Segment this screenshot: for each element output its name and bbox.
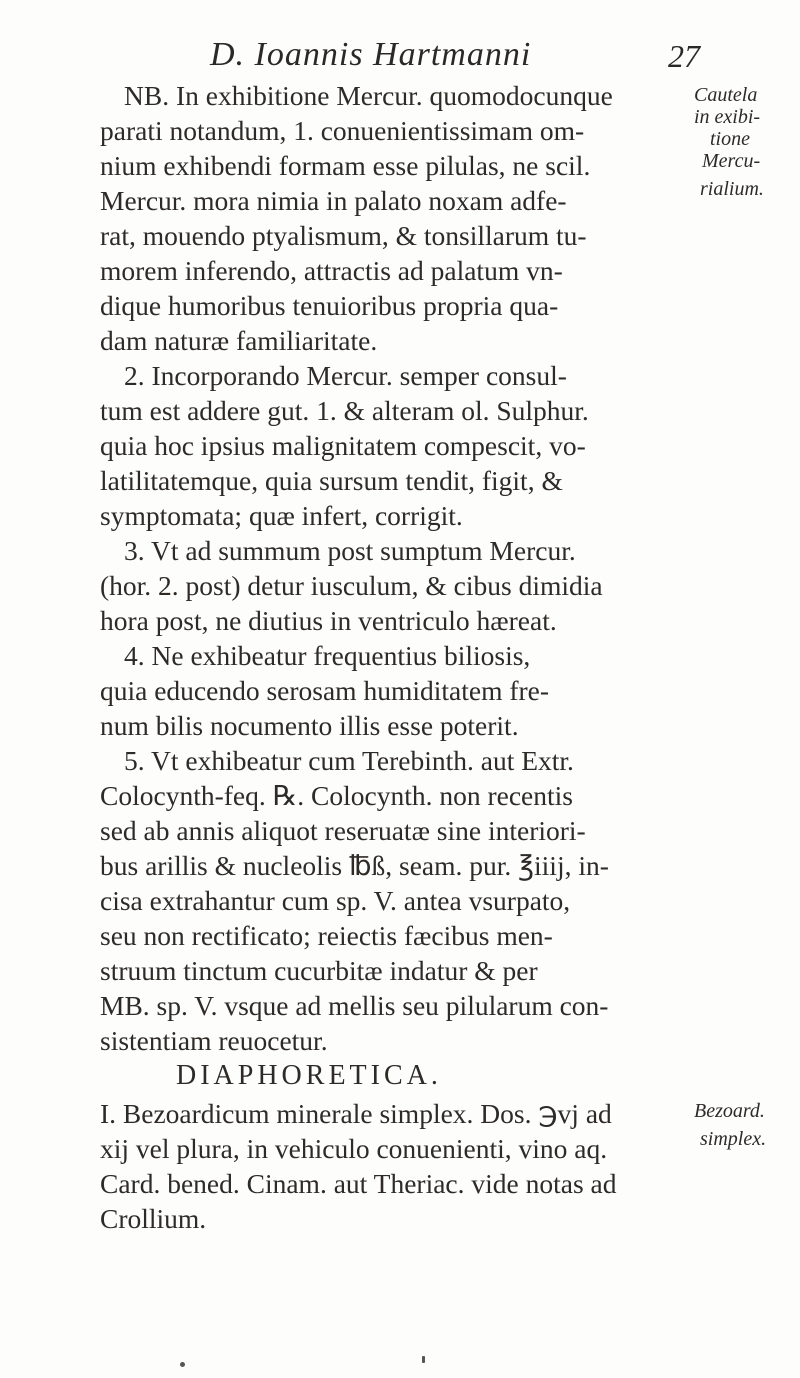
text-line: quia hoc ipsius malignitatem compescit, vo- [100,430,586,461]
text-line: bus arillis & nucleolis ℔ß, seam. pur. ℥iiij, in- [100,850,609,881]
text-line: dique humoribus tenuioribus propria qua- [100,290,559,321]
text-line: sed ab annis aliquot reseruatæ sine interiori- [100,815,586,846]
text-line: parati notandum, 1. conuenientissimam om- [100,115,585,146]
text-line: NB. In exhibitione Mercur. quomodocunque [124,80,613,111]
text-line: cisa extrahantur cum sp. V. antea vsurpato, [100,885,571,916]
text-line: dam naturæ familiaritate. [100,325,378,356]
ink-speck [422,1356,425,1363]
margin-note-line: Bezoard. [694,1100,765,1122]
text-line: symptomata; quæ infert, corrigit. [100,500,463,531]
text-line: Card. bened. Cinam. aut Theriac. vide notas ad [100,1168,617,1199]
text-line: Colocynth-feq. ℞. Colocynth. non recentis [100,780,573,811]
text-line: quia educendo serosam humiditatem fre- [100,675,550,706]
text-line: nium exhibendi formam esse pilulas, ne scil. [100,150,591,181]
text-line: hora post, ne diutius in ventriculo hæreat. [100,605,557,636]
text-line: seu non rectificato; reiectis fæcibus men- [100,920,553,951]
margin-note-line: tione [710,128,750,150]
text-line: rat, mouendo ptyalismum, & tonsillarum tu- [100,220,587,251]
text-line: tum est addere gut. 1. & alteram ol. Sulphur. [100,395,589,426]
running-title: D. Ioannis Hartmanni [210,36,532,73]
margin-note-line: Mercu- [702,150,761,172]
margin-note-line: in exibi- [694,106,761,128]
page-number: 27 [668,38,700,74]
text-line: 3. Vt ad summum post sumptum Mercur. [124,535,576,566]
text-line: 5. Vt exhibeatur cum Terebinth. aut Extr. [124,745,574,776]
margin-note-line: rialium. [700,178,764,200]
text-line: (hor. 2. post) detur iusculum, & cibus dimidia [100,570,603,601]
text-line: Mercur. mora nimia in palato noxam adfe- [100,185,567,216]
text-line: xij vel plura, in vehiculo conuenienti, vino aq. [100,1133,608,1164]
margin-note-line: simplex. [700,1128,767,1150]
ink-speck [180,1362,185,1367]
text-line: latilitatemque, quia sursum tendit, figit, & [100,465,563,496]
text-line: Crollium. [100,1203,207,1234]
text-line: num bilis nocumento illis esse poterit. [100,710,519,741]
text-line: 4. Ne exhibeatur frequentius biliosis, [124,640,531,671]
page-header [0,36,800,80]
text-line: sistentiam reuocetur. [100,1025,328,1056]
text-line: MB. sp. V. vsque ad mellis seu pilularum con- [100,990,609,1021]
text-line: struum tinctum cucurbitæ indatur & per [100,955,538,986]
text-line: I. Bezoardicum minerale simplex. Dos. ℈vj ad [100,1098,612,1129]
margin-note-line: Cautela [694,84,758,106]
text-line: 2. Incorporando Mercur. semper consul- [124,360,567,391]
section-heading: DIAPHORETICA. [176,1060,442,1091]
text-line: morem inferendo, attractis ad palatum vn- [100,255,563,286]
